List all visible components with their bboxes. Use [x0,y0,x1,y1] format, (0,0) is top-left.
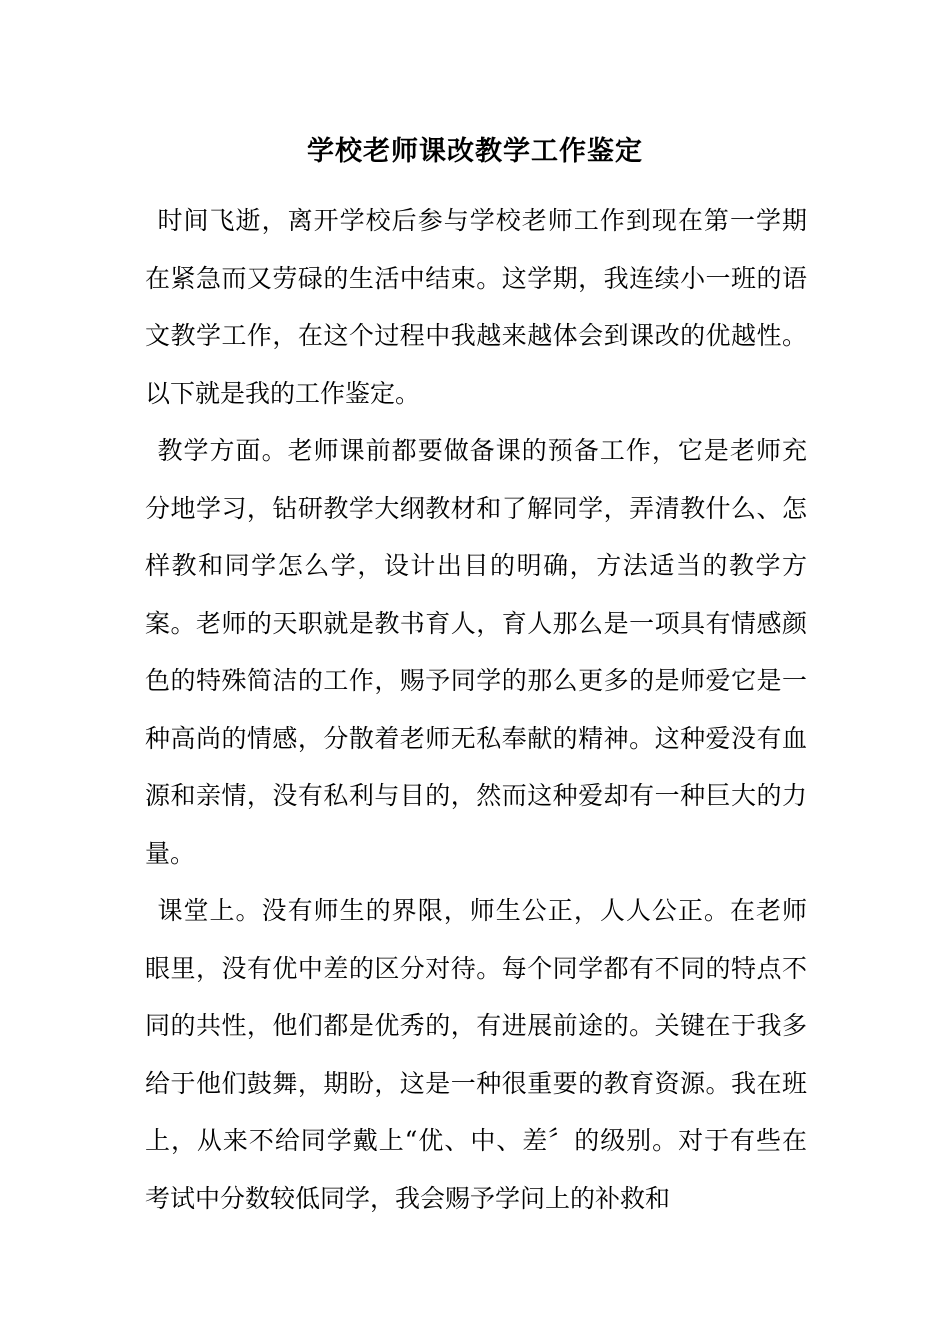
document-body [145,192,807,1227]
document-title: 学校老师课改教学工作鉴定 [307,136,643,167]
paragraph-classroom: 课堂上。没有师生的界限，师生公正，人人公正。在老师眼里，没有优中差的区分对待。每个同学都有不同的特点不同的共性，他们都是优秀的，有进展前途的。关键在于我多给于他们鼓舞，期盼，这是一种很重要的教育资源。我在班上，从来不给同学戴上“优、中、差〞的级别。对于有些在考试中分数较低同学，我会赐予学问上的补救和 [145,896,807,1213]
paragraph-intro: 时间飞逝，离开学校后参与学校老师工作到现在第一学期在紧急而又劳碌的生活中结束。这学期，我连续小一班的语文教学工作，在这个过程中我越来越体会到课改的优越性。以下就是我的工作鉴定。 [145,206,807,408]
paragraph-teaching: 教学方面。老师课前都要做备课的预备工作，它是老师充分地学习，钻研教学大纲教材和了解同学，弄清教什么、怎样教和同学怎么学，设计出目的明确，方法适当的教学方案。老师的天职就是教书育人，育人那么是一项具有情感颜色的特殊简洁的工作，赐予同学的那么更多的是师爱它是一种高尚的情感，分散着老师无私奉献的精神。这种爱没有血源和亲情，没有私利与目的，然而这种爱却有一种巨大的力量。 [145,436,807,868]
